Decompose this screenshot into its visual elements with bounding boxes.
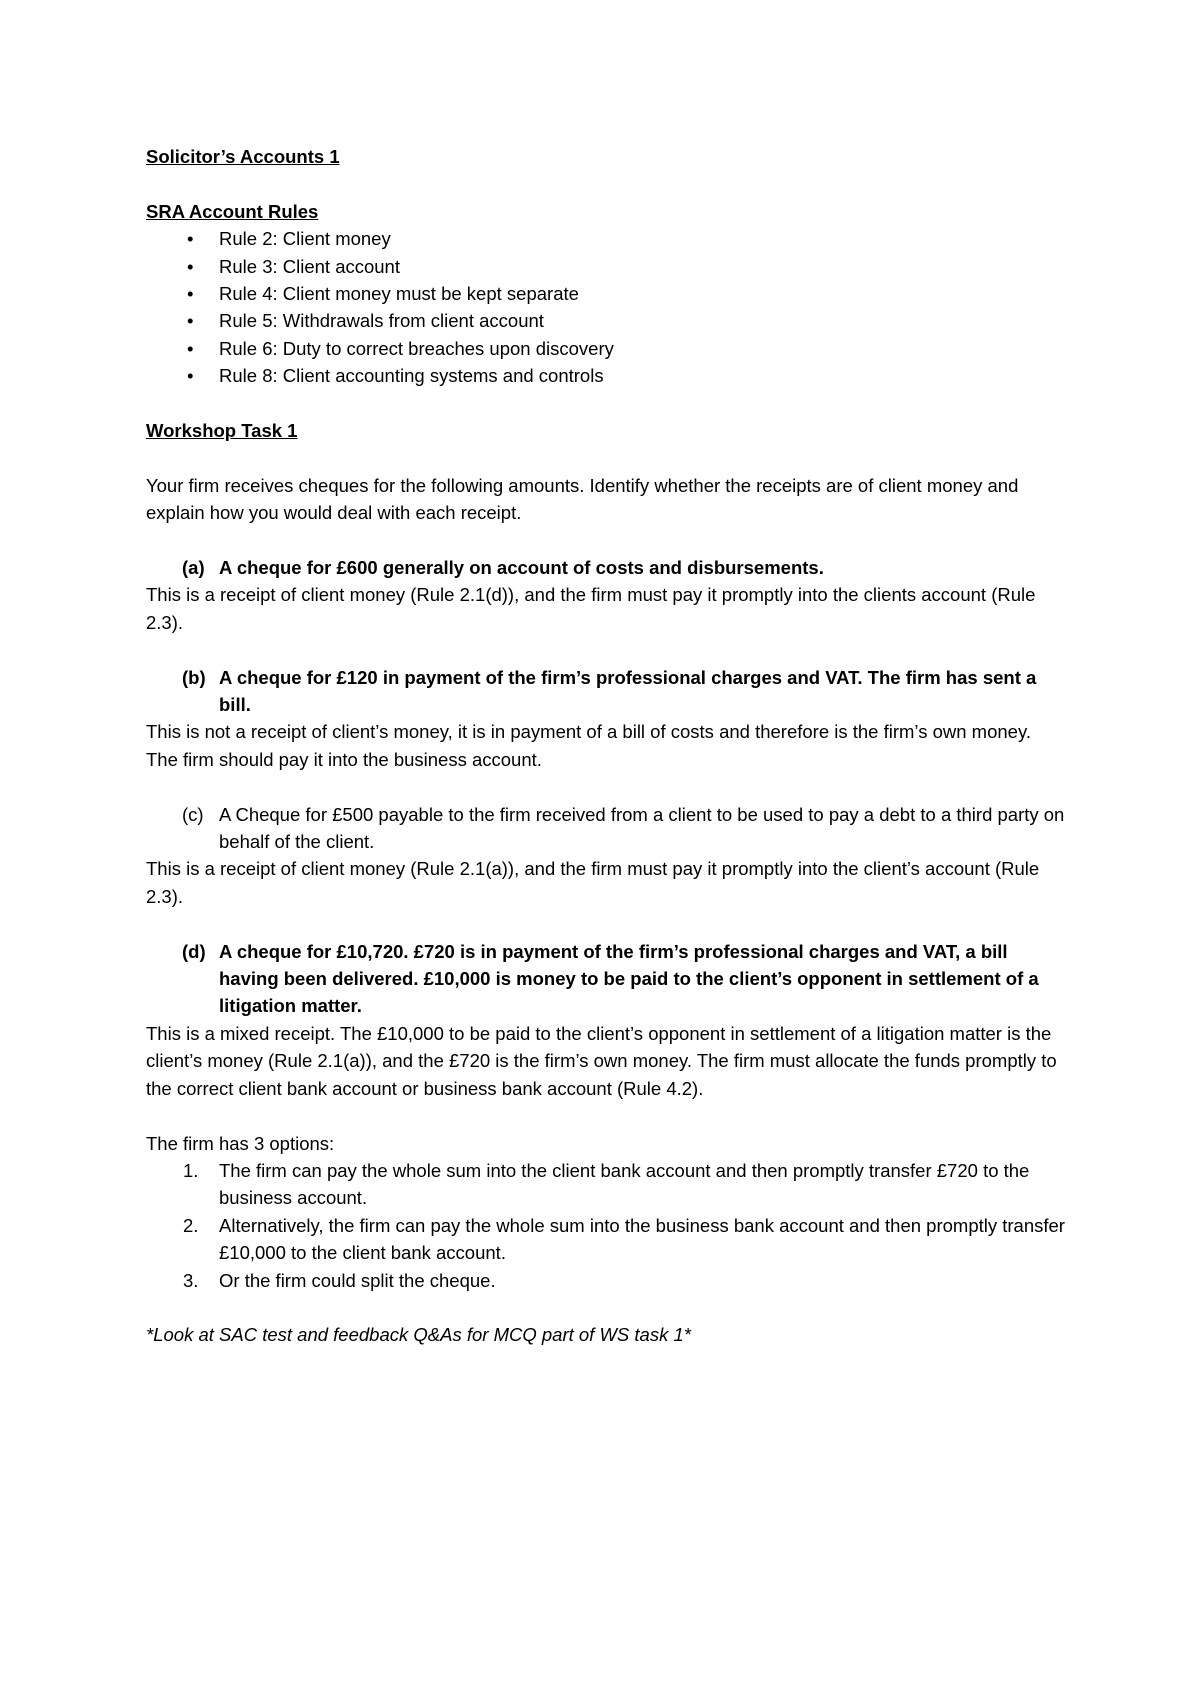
footnote: *Look at SAC test and feedback Q&As for MCQ part of WS task 1* [146,1324,691,1346]
rule-text: Rule 5: Withdrawals from client account [219,310,544,332]
option-number: 1. [183,1159,199,1181]
rules-heading: SRA Account Rules [146,200,319,222]
question-text: A Cheque for £500 payable to the firm received from a client to be used to pay a debt to a third party on behalf of the client. [219,803,1065,853]
document-title: Solicitor’s Accounts 1 [146,146,340,167]
question-a [146,554,1066,581]
spacer [146,170,1066,197]
rule-item [146,225,1066,252]
question-c [146,801,1066,856]
spacer [146,527,1066,554]
option-number: 2. [183,1214,199,1236]
rule-text: Rule 2: Client money [219,228,391,250]
bullet-icon: • [187,337,194,359]
rule-item [146,280,1066,307]
spacer [146,773,1066,800]
rule-item [146,253,1066,280]
spacer [146,390,1066,417]
question-text: A cheque for £120 in payment of the firm’s professional charges and VAT. The firm has sent a bill. [219,666,1037,716]
question-text: A cheque for £10,720. £720 is in payment of the firm’s professional charges and VAT, a bill having been delivered. £10,000 is money to be paid to the client’s opponent in settlement of a litigation matter. [219,940,1039,1017]
rules-list [146,225,1066,389]
option-item [146,1267,1066,1294]
option-number: 3. [183,1269,199,1291]
option-item [146,1157,1066,1212]
option-text: The firm can pay the whole sum into the client bank account and then promptly transfer £720 to the business account. [219,1159,1030,1209]
bullet-icon: • [187,228,194,250]
document-page [146,143,1066,1349]
option-text: Alternatively, the firm can pay the whole sum into the business bank account and then promptly transfer £10,000 to the client bank account. [219,1214,1065,1264]
rule-text: Rule 8: Client accounting systems and controls [219,365,604,387]
rule-text: Rule 6: Duty to correct breaches upon discovery [219,337,614,359]
spacer [146,636,1066,663]
bullet-icon: • [187,310,194,332]
question-text: A cheque for £600 generally on account of costs and disbursements. [219,557,824,579]
option-text: Or the firm could split the cheque. [219,1269,496,1291]
answer-b: This is not a receipt of client’s money, it is in payment of a bill of costs and therefore is the firm’s own money. The firm should pay it into the business account. [146,721,1031,770]
question-marker: (b) [182,666,206,688]
options-list [146,1157,1066,1294]
task-intro: Your firm receives cheques for the following amounts. Identify whether the receipts are of client money and explain how you would deal with each receipt. [146,474,1019,524]
question-d [146,938,1066,1020]
question-marker: (d) [182,940,206,962]
rule-item [146,362,1066,389]
bullet-icon: • [187,255,194,277]
question-b [146,664,1066,719]
option-item [146,1212,1066,1267]
spacer [146,444,1066,471]
rule-text: Rule 4: Client money must be kept separate [219,283,579,305]
rule-item [146,307,1066,334]
spacer [146,910,1066,937]
rule-item [146,335,1066,362]
spacer [146,1294,1066,1321]
rule-text: Rule 3: Client account [219,255,400,277]
answer-c: This is a receipt of client money (Rule 2.1(a)), and the firm must pay it promptly into the client’s account (Rule 2.3). [146,858,1040,907]
spacer [146,1102,1066,1129]
bullet-icon: • [187,283,194,305]
question-marker: (a) [182,557,205,579]
answer-a: This is a receipt of client money (Rule 2.1(d)), and the firm must pay it promptly into the clients account (Rule 2.3). [146,584,1036,633]
question-marker: (c) [182,803,204,825]
options-intro: The firm has 3 options: [146,1132,335,1154]
task-heading: Workshop Task 1 [146,420,298,442]
answer-d: This is a mixed receipt. The £10,000 to be paid to the client’s opponent in settlement of a litigation matter is the client’s money (Rule 2.1(a)), and the £720 is the firm’s own money. The firm must allocate the funds promptly to the correct client bank account or business bank account (Rule 4.2). [146,1022,1057,1099]
bullet-icon: • [187,365,194,387]
